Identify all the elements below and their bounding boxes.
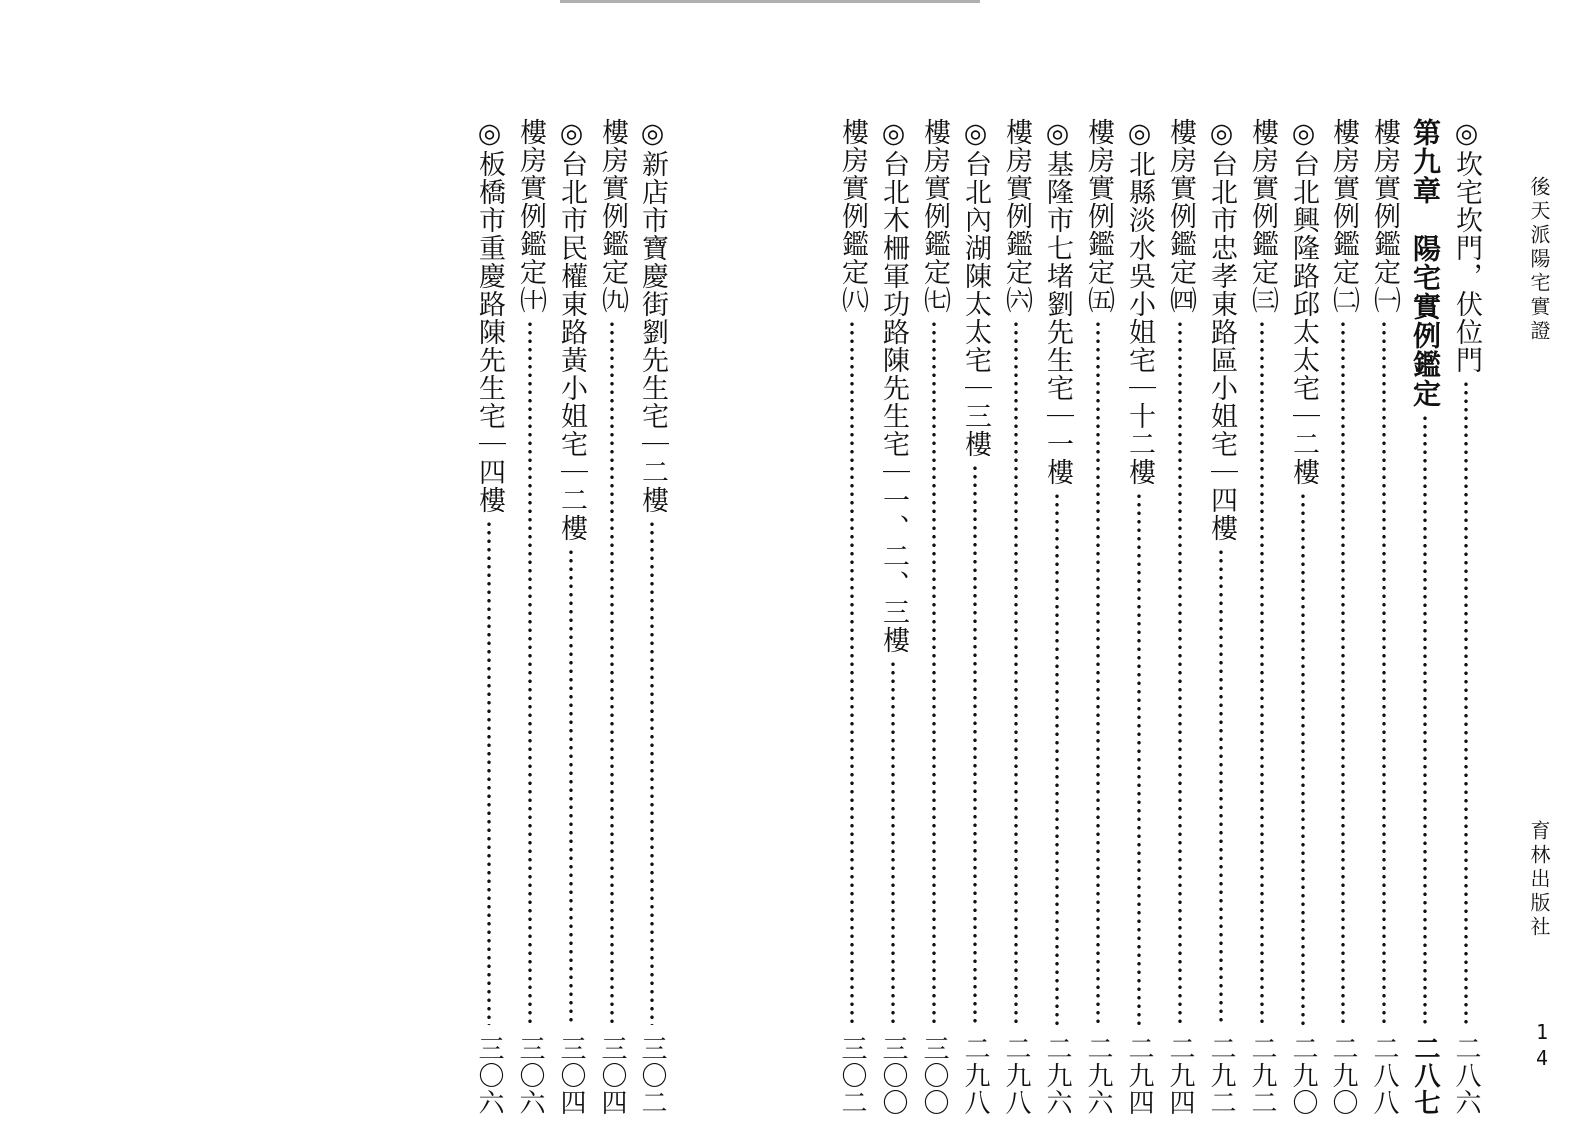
toc-entry-page: 三〇〇 [878,1035,908,1116]
toc-entry-title: 樓房實例鑑定㈣ [1165,118,1196,314]
toc-entry [957,118,993,1116]
toc-entry-title: ◎北縣淡水吳小姐宅｜十二樓 [1124,118,1155,486]
dot-leader [1177,320,1183,1025]
dot-leader [1381,320,1387,1025]
toc-entry [1080,118,1116,1116]
toc-entry-page: 三〇六 [474,1035,504,1116]
toc-entry [634,118,670,1116]
toc-entry [1203,118,1239,1116]
dot-leader [849,320,855,1025]
toc-entry-page: 三〇四 [556,1035,586,1116]
toc-entry-page: 三〇六 [515,1035,545,1116]
toc-entry-page: 二八八 [1369,1035,1399,1116]
toc-entry-page: 三〇〇 [919,1035,949,1116]
toc-entry [1162,118,1198,1116]
toc-entry-page: 二九八 [1001,1035,1031,1116]
toc-entry-page: 二九六 [1083,1035,1113,1116]
toc-entry-title: ◎台北木柵軍功路陳先生宅｜一、二、三樓 [878,118,909,654]
toc-entry-page: 二九六 [1042,1035,1072,1116]
toc-entry-page: 二九〇 [1328,1035,1358,1116]
toc-entry [594,118,630,1116]
toc-entry [1325,118,1361,1116]
toc-entry-title: ◎坎宅坎門，伏位門 [1451,118,1482,374]
toc-entry-title: 樓房實例鑑定㈡ [1328,118,1359,314]
toc-chapter-page: 二八七 [1410,1035,1440,1116]
toc-entry-page: 三〇四 [597,1035,627,1116]
dot-leader [1136,492,1142,1025]
toc-chapter-entry [1407,118,1443,1116]
toc-entry [1366,118,1402,1116]
toc-entry-title: ◎台北興隆路邱太太宅｜二樓 [1288,118,1319,486]
toc-entry-page: 三〇二 [637,1035,667,1116]
toc-entry-title: 樓房實例鑑定㈧ [837,118,868,314]
scan-artifact-line [560,0,980,3]
toc-entry [512,118,548,1116]
toc-entry-page: 三〇二 [837,1035,867,1116]
dot-leader [1013,320,1019,1025]
toc-entry-title: ◎台北市忠孝東路區小姐宅｜四樓 [1206,118,1237,542]
dot-leader [1463,380,1469,1025]
toc-entry-page: 二九二 [1206,1035,1236,1116]
toc-entry [1285,118,1321,1116]
dot-leader [649,520,655,1025]
dot-leader [972,464,978,1025]
dot-leader [1422,414,1428,1025]
publisher-name: 育林出版社 [1527,820,1551,940]
toc-entry-page: 二九八 [960,1035,990,1116]
toc-entry [998,118,1034,1116]
toc-entry [1244,118,1280,1116]
toc-entry [471,118,507,1116]
toc-entry-title: ◎板橋市重慶路陳先生宅｜四樓 [474,118,505,514]
toc-entry-title: ◎新店市寶慶街劉先生宅｜二樓 [637,118,668,514]
toc-entry-page: 二九〇 [1288,1035,1318,1116]
dot-leader [931,320,937,1025]
toc-entry-title: 樓房實例鑑定㈨ [597,118,628,314]
toc-entry [1039,118,1075,1116]
toc-entry [1448,118,1484,1116]
toc-entry-title: ◎基隆市七堵劉先生宅｜一樓 [1042,118,1073,486]
toc-entry [875,118,911,1116]
toc-entry-page: 二九二 [1247,1035,1277,1116]
book-title: 後天派陽宅實證 [1527,176,1551,344]
dot-leader [890,660,896,1025]
toc-entry-page: 二八六 [1451,1035,1481,1116]
dot-leader [1218,548,1224,1025]
toc-entry [553,118,589,1116]
dot-leader [568,548,574,1025]
toc-entry [1121,118,1157,1116]
toc-entry-title: 樓房實例鑑定㈩ [515,118,546,314]
toc-entry-title: ◎台北內湖陳太太宅｜三樓 [960,118,991,458]
dot-leader [1259,320,1265,1025]
dot-leader [527,320,533,1025]
dot-leader [486,520,492,1025]
toc-entry-title: 樓房實例鑑定㈥ [1001,118,1032,314]
toc-entry-title: 樓房實例鑑定㈠ [1369,118,1400,314]
toc-chapter-title: 第九章 陽宅實例鑑定 [1409,118,1442,408]
toc-entry-title: 樓房實例鑑定㈦ [919,118,950,314]
dot-leader [1300,492,1306,1025]
toc-entry [834,118,870,1116]
dot-leader [1095,320,1101,1025]
toc-entry [916,118,952,1116]
dot-leader [1340,320,1346,1025]
page-number: 14 [1530,1020,1554,1072]
toc-entry-title: 樓房實例鑑定㈤ [1083,118,1114,314]
toc-entry-page: 二九四 [1165,1035,1195,1116]
toc-entry-page: 二九四 [1124,1035,1154,1116]
dot-leader [1054,492,1060,1025]
toc-entry-title: 樓房實例鑑定㈢ [1247,118,1278,314]
dot-leader [609,320,615,1025]
toc-entry-title: ◎台北市民權東路黃小姐宅｜二樓 [556,118,587,542]
